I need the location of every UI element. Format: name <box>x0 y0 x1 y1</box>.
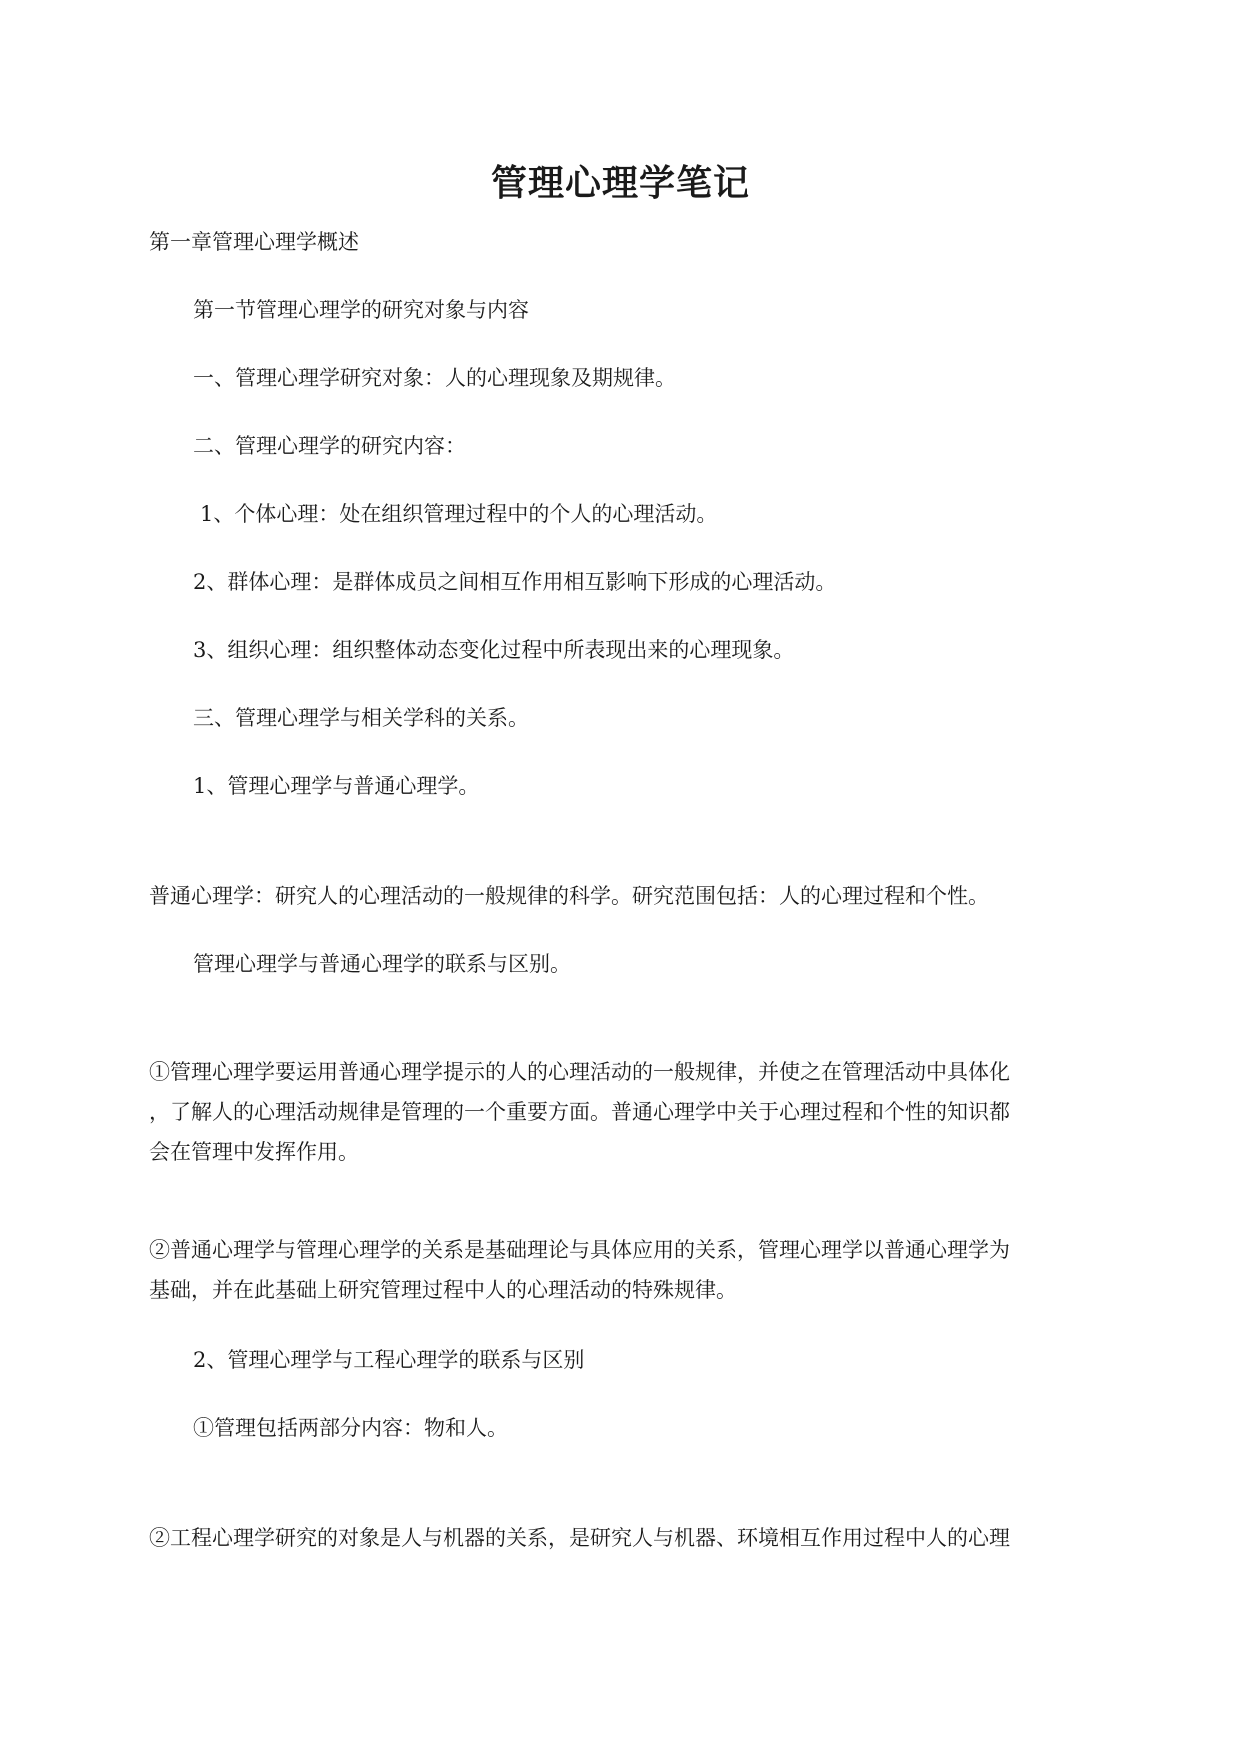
point-1-line: ，了解人的心理活动规律是管理的一个重要方面。普通心理学中关于心理过程和个性的知识都 <box>149 1100 1010 1124</box>
engineering-point-1: ①管理包括两部分内容：物和人。 <box>193 1416 508 1440</box>
chapter-heading: 第一章管理心理学概述 <box>149 230 359 254</box>
point-2-line: 基础，并在此基础上研究管理过程中人的心理活动的特殊规律。 <box>149 1278 737 1302</box>
general-psychology-definition: 普通心理学：研究人的心理活动的一般规律的科学。研究范围包括：人的心理过程和个性。 <box>149 884 989 908</box>
relation-heading: 管理心理学与普通心理学的联系与区别。 <box>193 952 571 976</box>
section-heading: 第一节管理心理学的研究对象与内容 <box>193 298 529 322</box>
list-item-2-3: 3、组织心理：组织整体动态变化过程中所表现出来的心理现象。 <box>193 638 795 662</box>
list-item-1: 一、管理心理学研究对象：人的心理现象及期规律。 <box>193 366 676 390</box>
point-1-paragraph <box>149 1052 1049 1172</box>
list-item-3-1: 1、管理心理学与普通心理学。 <box>193 774 480 798</box>
list-item-3-2: 2、管理心理学与工程心理学的联系与区别 <box>193 1348 585 1372</box>
point-1-line: 会在管理中发挥作用。 <box>149 1140 359 1164</box>
point-1-line: ①管理心理学要运用普通心理学提示的人的心理活动的一般规律，并使之在管理活动中具体化 <box>149 1060 1010 1084</box>
list-item-2: 二、管理心理学的研究内容： <box>193 434 466 458</box>
list-item-3: 三、管理心理学与相关学科的关系。 <box>193 706 529 730</box>
point-2-paragraph <box>149 1230 1049 1310</box>
point-2-line: ②普通心理学与管理心理学的关系是基础理论与具体应用的关系，管理心理学以普通心理学为 <box>149 1238 1010 1262</box>
document-title: 管理心理学笔记 <box>490 162 750 204</box>
list-item-2-2: 2、群体心理：是群体成员之间相互作用相互影响下形成的心理活动。 <box>193 570 837 594</box>
list-item-2-1: 1、个体心理：处在组织管理过程中的个人的心理活动。 <box>200 502 718 526</box>
engineering-point-2: ②工程心理学研究的对象是人与机器的关系，是研究人与机器、环境相互作用过程中人的心理 <box>149 1526 1010 1550</box>
